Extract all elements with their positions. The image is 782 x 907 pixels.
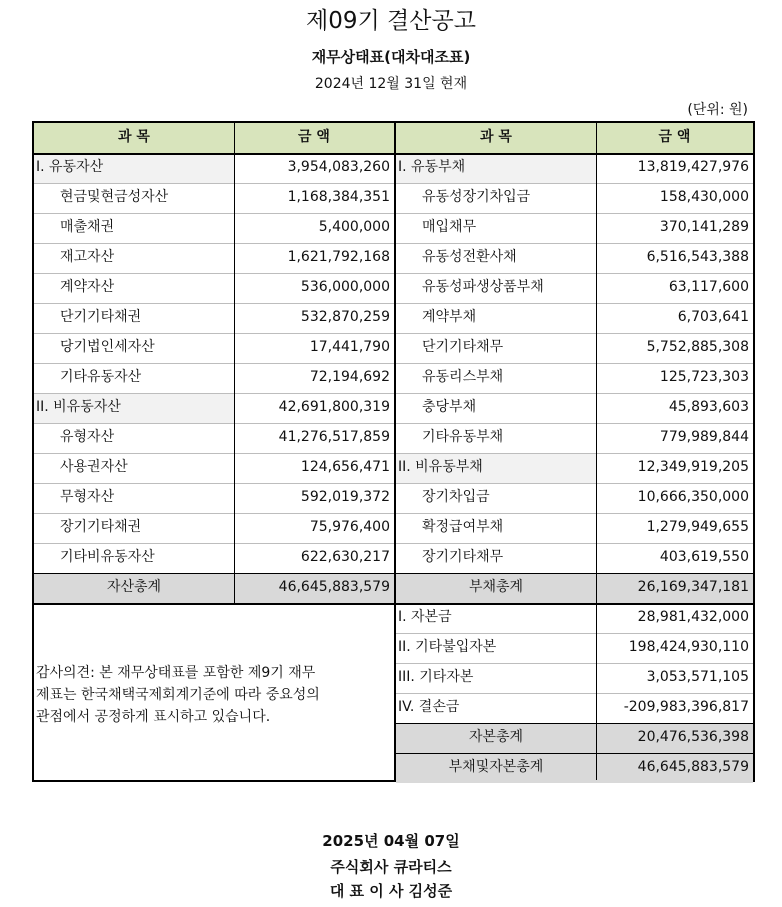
asset-row-value: 72,194,692 [309,369,390,385]
liability-row-value: 370,141,289 [659,219,749,235]
asset-row-label: 기타비유동자산 [60,549,155,565]
equity-divider [396,663,753,664]
liabilities-total-label: 부채총계 [396,573,596,603]
liability-row-value: 45,893,603 [668,399,749,415]
liability-row-value: 12,349,919,205 [637,459,749,475]
assets-total-label: 자산총계 [34,573,234,603]
liability-row-label: 확정급여부채 [422,519,504,535]
liability-row-label: 유동성파생상품부채 [422,279,544,295]
equity-row-value: 198,424,930,110 [628,639,749,655]
liability-row-value: 1,279,949,655 [646,519,749,535]
asset-row-label: 단기기타채권 [60,309,142,325]
liability-row-label: 계약부채 [422,309,477,325]
equity-row-label: I. 자본금 [398,609,452,625]
asset-row-label: 계약자산 [60,279,115,295]
liability-row-value: 779,989,844 [659,429,749,445]
asset-row-label: 기타유동자산 [60,369,142,385]
liabilities-total-value: 26,169,347,181 [596,573,753,603]
page-title: 제09기 결산공고 [306,8,476,34]
liability-row-label: 유동리스부채 [422,369,504,385]
col-header-amount-right: 금 액 [596,123,753,153]
liability-row-value: 125,723,303 [659,369,749,385]
equity-row-value: 28,981,432,000 [637,609,749,625]
asset-row-value: 536,000,000 [300,279,390,295]
assets-total-value: 46,645,883,579 [234,573,394,603]
col-header-amount-left: 금 액 [234,123,394,153]
liability-row-label: I. 유동부채 [396,153,596,183]
equity-divider [396,723,753,724]
equity-divider [396,633,753,634]
liability-row-value: 10,666,350,000 [637,489,749,505]
equity-row-label: IV. 결손금 [398,699,460,715]
equity-row-label: II. 기타불입자본 [398,639,497,655]
asset-row-value: 1,168,384,351 [287,189,390,205]
asset-row-label: 사용권자산 [60,459,128,475]
col-header-item-right: 과 목 [396,123,596,153]
equity-row-value: -209,983,396,817 [623,699,749,715]
liability-row-value: 158,430,000 [659,189,749,205]
balance-sheet-table [32,121,755,782]
asset-row-value: 3,954,083,260 [287,159,390,175]
equity-row-value: 3,053,571,105 [646,669,749,685]
asset-row-label: II. 비유동자산 [34,393,234,423]
asset-row-value: 532,870,259 [300,309,390,325]
asset-row-value: 41,276,517,859 [278,429,390,445]
footer-date: 2025년 04월 07일 [322,832,460,850]
liability-row-label: 매입채무 [422,219,477,235]
asset-row-label: 당기법인세자산 [60,339,155,355]
col-divider-3 [596,123,597,780]
liab-equity-total-label: 부채및자본총계 [396,753,596,783]
liability-row-label: II. 비유동부채 [396,453,596,483]
asset-row-value: 5,400,000 [318,219,390,235]
liability-row-label: 충당부채 [422,399,477,415]
statement-subtitle: 재무상태표(대차대조표) [311,48,471,66]
equity-total-label: 자본총계 [396,723,596,753]
asset-row-label: 장기기타채권 [60,519,142,535]
liab-equity-total-value: 46,645,883,579 [596,753,753,783]
asset-row-value: 17,441,790 [309,339,390,355]
asset-row-label: 유형자산 [60,429,115,445]
equity-divider [396,693,753,694]
audit-opinion: 감사의견: 본 재무상태표를 포함한 제9기 재무 제표는 한국채택국제회계기준에 따라 중요성의 관점에서 공정하게 표시하고 있습니다. [36,665,320,725]
asset-row-value: 42,691,800,319 [278,399,390,415]
liability-row-label: 장기기타채무 [422,549,504,565]
asset-row-value: 592,019,372 [300,489,390,505]
statement-date: 2024년 12월 31일 현재 [314,76,468,92]
liability-row-value: 6,516,543,388 [646,249,749,265]
liability-row-value: 13,819,427,976 [637,159,749,175]
col-header-item-left: 과 목 [34,123,234,153]
col-divider-center [394,123,396,780]
asset-row-value: 124,656,471 [300,459,390,475]
liability-row-value: 403,619,550 [659,549,749,565]
asset-row-label: I. 유동자산 [34,153,234,183]
asset-row-value: 622,630,217 [300,549,390,565]
liability-row-label: 단기기타채무 [422,339,504,355]
asset-row-label: 현금및현금성자산 [60,189,169,205]
asset-row-label: 재고자산 [60,249,115,265]
liability-row-label: 장기차입금 [422,489,490,505]
equity-total-value: 20,476,536,398 [596,723,753,753]
unit-label: (단위: 원) [687,102,748,118]
asset-row-label: 무형자산 [60,489,115,505]
asset-row-label: 매출채권 [60,219,115,235]
liability-row-label: 유동성장기차입금 [422,189,531,205]
asset-row-value: 75,976,400 [309,519,390,535]
equity-divider [396,753,753,754]
footer-company: 주식회사 큐라티스 [330,858,452,876]
asset-row-value: 1,621,792,168 [287,249,390,265]
liability-row-label: 기타유동부채 [422,429,504,445]
equity-row-label: III. 기타자본 [398,669,474,685]
liability-row-value: 5,752,885,308 [646,339,749,355]
liability-row-value: 63,117,600 [668,279,749,295]
liability-row-value: 6,703,641 [677,309,749,325]
col-divider-1 [234,123,235,603]
footer-ceo: 대 표 이 사 김성준 [329,882,453,900]
liability-row-label: 유동성전환사채 [422,249,517,265]
